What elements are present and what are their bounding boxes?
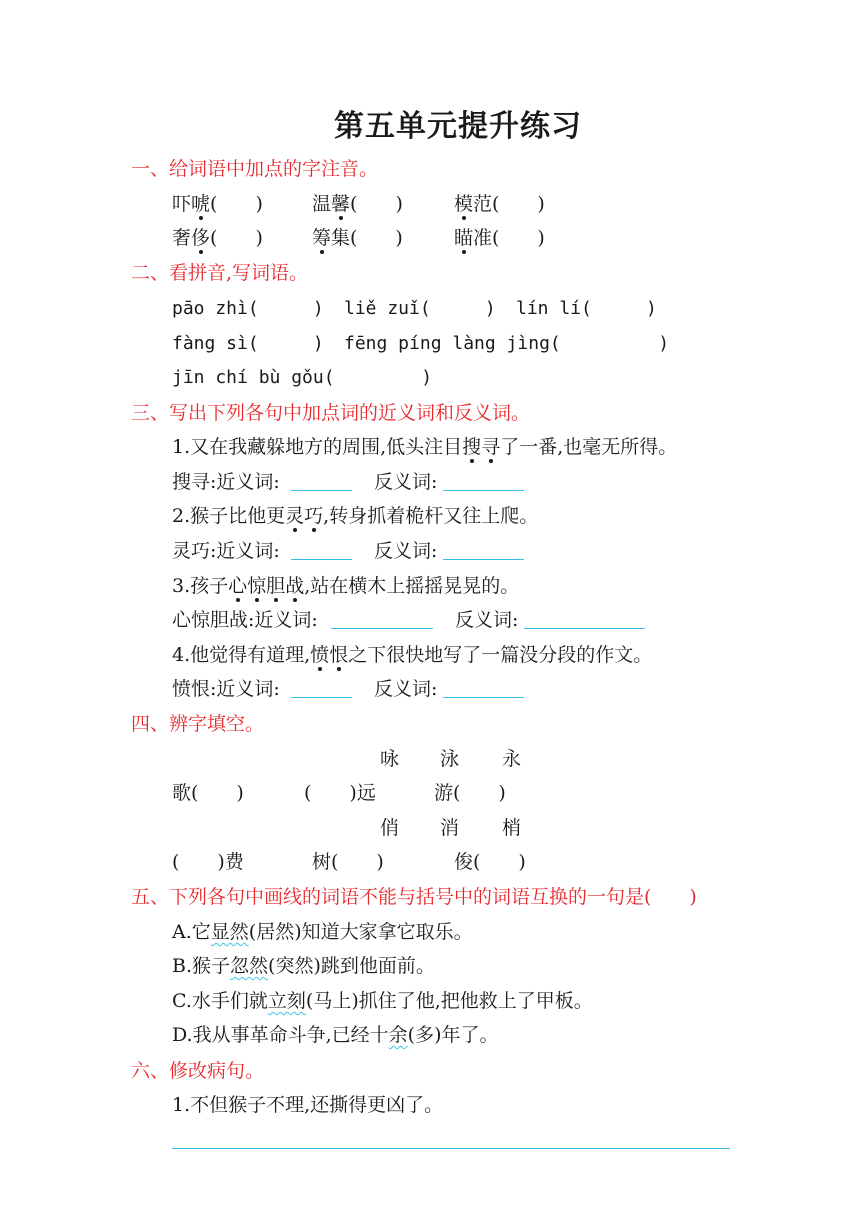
char-option: 咏 — [380, 748, 400, 770]
s3-q3-synonym-blank[interactable] — [331, 628, 433, 629]
section-2-heading: 二、看拼音,写词语。 — [131, 262, 309, 284]
fill-item: 游( ) — [434, 782, 506, 804]
section-4-heading: 四、辨字填空。 — [131, 713, 265, 735]
fill-item: 俊( ) — [454, 851, 526, 873]
section-6-heading: 六、修改病句。 — [131, 1060, 265, 1082]
s1-word-2: 温馨( ) — [312, 193, 403, 215]
char-option: 泳 — [440, 748, 460, 770]
char-option: 消 — [440, 817, 460, 839]
section-5-heading: 五、下列各句中画线的词语不能与括号中的词语互换的一句是( ) — [131, 886, 697, 908]
s3-q4-antonym-label: 反义词: — [374, 678, 438, 700]
fill-item: ( )远 — [304, 782, 376, 804]
s3-sentence-4: 4.他觉得有道理,愤恨之下很快地写了一篇没分段的作文。 — [172, 644, 653, 666]
s3-q2-antonym-blank[interactable] — [443, 559, 524, 560]
option-a: A.它显然(居然)知道大家拿它取乐。 — [172, 921, 473, 943]
char-option: 永 — [502, 748, 522, 770]
s3-q4-synonym-blank[interactable] — [291, 697, 352, 698]
s3-q1-antonym-label: 反义词: — [374, 471, 438, 493]
s3-q1-synonym-blank[interactable] — [291, 490, 352, 491]
s3-q1-synonym-label: 搜寻:近义词: — [172, 471, 280, 493]
fill-item: 歌( ) — [172, 782, 244, 804]
fill-item: 树( ) — [312, 851, 384, 873]
pinyin-item: jīn chí bù gǒu( ) — [172, 367, 433, 388]
s3-q4-antonym-blank[interactable] — [443, 697, 524, 698]
s6-answer-line[interactable] — [172, 1148, 730, 1149]
s3-q2-synonym-label: 灵巧:近义词: — [172, 540, 280, 562]
pinyin-item: liě zuǐ( ) — [344, 298, 496, 319]
char-option: 俏 — [380, 817, 400, 839]
page-title: 第五单元提升练习 — [334, 109, 582, 144]
char-option: 梢 — [502, 817, 522, 839]
section-3-heading: 三、写出下列各句中加点词的近义词和反义词。 — [131, 402, 531, 424]
s1-word-1: 吓唬( ) — [172, 193, 263, 215]
s3-q4-synonym-label: 愤恨:近义词: — [172, 678, 280, 700]
s6-sentence-1: 1.不但猴子不理,还撕得更凶了。 — [172, 1094, 444, 1116]
s3-q2-antonym-label: 反义词: — [374, 540, 438, 562]
s1-word-6: 瞄准( ) — [454, 227, 545, 249]
s3-sentence-1: 1.又在我藏躲地方的周围,低头注目搜寻了一番,也毫无所得。 — [172, 436, 678, 458]
pinyin-item: fēng píng làng jìng( ) — [344, 333, 670, 354]
s1-word-5: 筹集( ) — [312, 227, 403, 249]
section-1-heading: 一、给词语中加点的字注音。 — [131, 158, 379, 180]
option-b: B.猴子忽然(突然)跳到他面前。 — [172, 955, 435, 977]
pinyin-item: lín lí( ) — [516, 298, 657, 319]
s1-word-3: 模范( ) — [454, 193, 545, 215]
s1-word-4: 奢侈( ) — [172, 227, 263, 249]
s3-q2-synonym-blank[interactable] — [291, 559, 352, 560]
s3-q3-antonym-label: 反义词: — [455, 609, 519, 631]
s3-sentence-3: 3.孩子心惊胆战,站在横木上摇摇晃晃的。 — [172, 575, 520, 597]
s3-q1-antonym-blank[interactable] — [443, 490, 524, 491]
s3-q3-synonym-label: 心惊胆战:近义词: — [172, 609, 318, 631]
fill-item: ( )费 — [172, 851, 244, 873]
option-c: C.水手们就立刻(马上)抓住了他,把他救上了甲板。 — [172, 990, 593, 1012]
pinyin-item: pāo zhì( ) — [172, 298, 324, 319]
s3-sentence-2: 2.猴子比他更灵巧,转身抓着桅杆又往上爬。 — [172, 505, 539, 527]
pinyin-item: fàng sì( ) — [172, 333, 324, 354]
s3-q3-antonym-blank[interactable] — [524, 628, 645, 629]
option-d: D.我从事革命斗争,已经十余(多)年了。 — [172, 1024, 499, 1046]
